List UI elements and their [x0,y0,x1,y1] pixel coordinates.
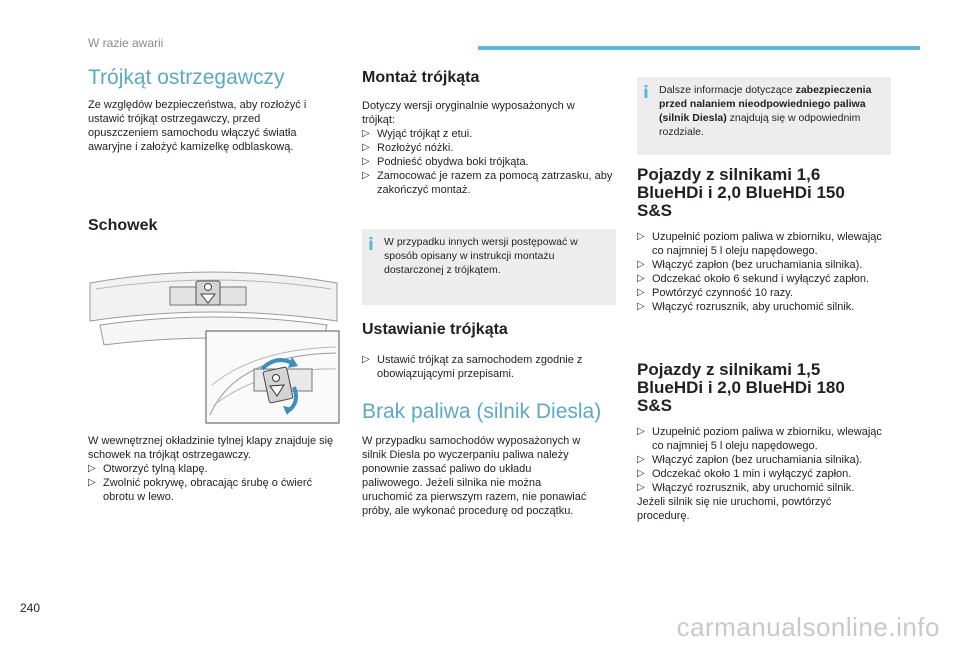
list-item: ▷ Uzupełnić poziom paliwa w zbiorniku, wlewając co najmniej 5 l oleju napędowego. [637,231,882,257]
arrow-bullet-icon: ▷ [637,426,645,437]
arrow-bullet-icon: ▷ [362,170,370,181]
position-block [362,320,617,381]
fuel-info-box [637,77,891,155]
arrow-bullet-icon: ▷ [637,301,645,312]
arrow-bullet-icon: ▷ [362,128,370,139]
list-item: ▷ Zamocować je razem za pomocą zatrzasku, aby zakończyć montaż. [362,170,613,196]
storage-heading: Schowek [88,217,158,234]
trunk-illustration [86,265,341,425]
list-item: ▷ Włączyć zapłon (bez uruchamiania silnika). [637,454,863,466]
fuel-text: W przypadku samochodów wyposażonych w silnik Diesla po wyczerpaniu paliwa należy ponownie zassać paliwo do układu paliwowego. Jeżeli silnika nie można uruchomić za pierwszym razem, nie ponawiać próby, ale wykonać procedurę od początku. [362,435,587,517]
arrow-bullet-icon: ▷ [637,482,645,493]
list-item: ▷ Rozłożyć nóżki. [362,142,454,154]
intro-text: Ze względów bezpieczeństwa, aby rozłożyć i ustawić trójkąt ostrzegawczy, przed opuszczeniem samochodu włączyć światła awaryjne i założyć kamizelkę odblaskową. [88,99,307,153]
list-item: ▷ Zwolnić pokrywę, obracając śrubę o ćwierć obrotu w lewo. [88,477,313,503]
arrow-bullet-icon: ▷ [637,468,645,479]
assembly-intro: Dotyczy wersji oryginalnie wyposażonych w trójkąt: [362,100,575,126]
position-heading: Ustawianie trójkąta [362,321,508,338]
fuel-heading: Brak paliwa (silnik Diesla) [362,400,602,423]
engines2-heading: Pojazdy z silnikami 1,5 BlueHDi i 2,0 BlueHDi 180 S&S [637,360,845,415]
arrow-bullet-icon: ▷ [88,463,96,474]
list-item: ▷ Odczekać około 6 sekund i wyłączyć zapłon. [637,273,870,285]
arrow-bullet-icon: ▷ [362,354,370,365]
header-rule [478,46,920,50]
fuel-info-bold: zabezpieczenia przed nalaniem nieodpowiedniego paliwa (silnik Diesla) [659,84,872,124]
arrow-bullet-icon: ▷ [637,287,645,298]
arrow-bullet-icon: ▷ [362,142,370,153]
list-item: ▷ Wyjąć trójkąt z etui. [362,128,473,140]
position-steps [362,353,617,381]
storage-steps [88,462,343,504]
fuel-info-pre: Dalsze informacje dotyczące [659,84,796,96]
page-number: 240 [20,601,41,615]
fuel-info-post: znajdują się w odpowiednim rozdziale. [659,112,861,138]
list-item: ▷ Włączyć zapłon (bez uruchamiania silnika). [637,259,863,271]
list-item: ▷ Odczekać około 1 min i wyłączyć zapłon. [637,468,852,480]
column-2 [362,68,617,197]
arrow-bullet-icon: ▷ [362,156,370,167]
info-icon: i [643,83,649,103]
list-item: ▷ Powtórzyć czynność 10 razy. [637,287,794,299]
storage-text: W wewnętrznej okładzinie tylnej klapy znajduje się schowek na trójkąt ostrzegawczy. [88,435,334,461]
list-item: ▷ Podnieść obydwa boki trójkąta. [362,156,529,168]
list-item: ▷ Włączyć rozrusznik, aby uruchomić silnik. [637,482,855,494]
storage-block [88,434,343,504]
assembly-info-box [362,229,616,305]
column-1 [88,66,348,235]
engines1-heading: Pojazdy z silnikami 1,6 BlueHDi i 2,0 BlueHDi 150 S&S [637,165,845,220]
arrow-bullet-icon: ▷ [637,259,645,270]
section-label: W razie awarii [88,36,164,50]
list-item: ▷ Otworzyć tylną klapę. [88,463,208,475]
arrow-bullet-icon: ▷ [637,231,645,242]
engines2-note: Jeżeli silnik się nie uruchomi, powtórzyć procedurę. [637,496,832,522]
engines2-steps [637,425,893,495]
assembly-info-text: W przypadku innych wersji postępować w sposób opisany w instrukcji montażu dostarczonej z trójkątem. [384,236,578,276]
arrow-bullet-icon: ▷ [637,454,645,465]
trunk-lid-drawing [86,265,341,425]
info-icon: i [368,235,374,255]
page-title: Trójkąt ostrzegawczy [88,66,285,89]
assembly-heading: Montaż trójkąta [362,69,480,86]
watermark: carmanualsonline.info [676,612,940,642]
engines1-block [637,166,893,314]
list-item: ▷ Uzupełnić poziom paliwa w zbiorniku, wlewając co najmniej 5 l oleju napędowego. [637,426,882,452]
arrow-bullet-icon: ▷ [637,273,645,284]
list-item: ▷ Włączyć rozrusznik, aby uruchomić silnik. [637,301,855,313]
assembly-steps [362,127,617,197]
engines2-block [637,361,893,523]
arrow-bullet-icon: ▷ [88,477,96,488]
fuel-block [362,400,618,518]
list-item: ▷ Ustawić trójkąt za samochodem zgodnie z obowiązującymi przepisami. [362,354,583,380]
engines1-steps [637,230,893,314]
